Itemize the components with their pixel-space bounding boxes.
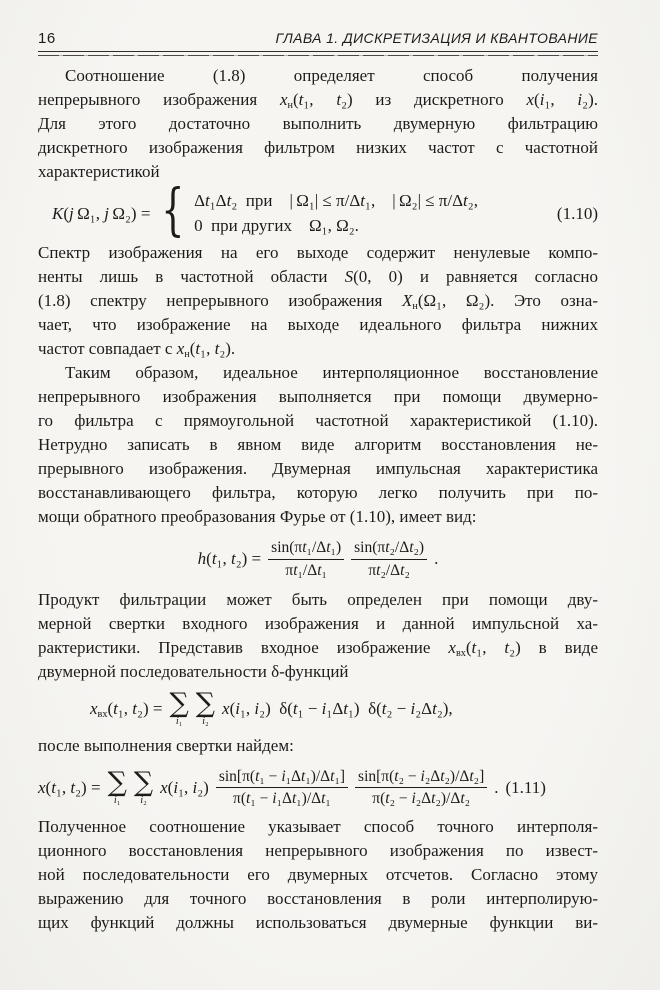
sigma-symbol: ∑ xyxy=(133,766,154,798)
text-line: Спектр изображения на его выходе содержит ненулевые компо- xyxy=(38,243,598,263)
text-line: характеристикой xyxy=(38,162,160,182)
fraction-denominator: π(t₁ − i₁Δt₁)/Δt₁ xyxy=(233,790,331,808)
fraction-numerator: sin[π(t₁ − i₁Δt₁)/Δt₁] xyxy=(216,767,348,788)
sigma-symbol: ∑ xyxy=(107,766,127,798)
formula-lhs: K(j Ω₁, j Ω₂) = xyxy=(52,203,151,223)
formula-lhs: h(t₁, t₂) = xyxy=(197,549,262,569)
paragraph-after-convolution xyxy=(38,734,598,758)
text-line: рактеристики. Представив входное изображение $x_{вх}(t_1$, t₂) в виде xyxy=(38,638,598,659)
text-line: непрерывного изображения выполняется при помощи двумерно- xyxy=(38,387,598,407)
formula-rhs: x(i₁, i₂) δ(t₁ − i₁Δt₁) δ(t₂ − i₂Δt₂), xyxy=(222,698,453,718)
formula-tail: . xyxy=(434,549,439,569)
text-line: чает, что изображение на выходе идеального фильтра нижних xyxy=(38,315,598,335)
text-line: мерной свертки входного изображения и данной импульсной ха- xyxy=(38,614,598,634)
text-line: дискретного изображения фильтром низких частот с частотной xyxy=(38,138,598,158)
sum-limit: i₂ xyxy=(140,794,147,806)
text-line: мощи обратного преобразования Фурье от (1.10), имеет вид: xyxy=(38,507,477,527)
sum-limit: i₂ xyxy=(202,716,209,728)
formula-impulse-response xyxy=(38,538,598,580)
paragraph-ideal-interpolation xyxy=(38,361,598,529)
sum-operator xyxy=(107,766,127,807)
fraction-denominator: πt₂/Δt₂ xyxy=(368,561,410,579)
text-line: ционного восстановления непрерывного изображения по извест- xyxy=(38,841,598,861)
text-line: непрерывного изображения $x_н(t_1$, t₂) из дискретного x(i₁, i₂). xyxy=(38,90,598,112)
fraction-denominator: πt₁/Δt₁ xyxy=(285,561,327,579)
sum-limit: i₁ xyxy=(113,794,121,806)
sigma-symbol: ∑ xyxy=(195,688,216,720)
paragraph-conclusion xyxy=(38,815,598,935)
page-header xyxy=(38,30,598,47)
text-line: щих функций должны использоваться двумерные функции ви- xyxy=(38,913,598,933)
fraction xyxy=(268,538,344,580)
formula-mid: x(i₁, i₂) xyxy=(160,777,209,797)
text-line: после выполнения свертки найдем: xyxy=(38,735,294,755)
text-line: го фильтра с прямоугольной частотной характеристикой (1.10). xyxy=(38,411,598,431)
equation-number: (1.11) xyxy=(505,777,546,797)
case-line-2: 0 при других Ω₁, Ω₂. xyxy=(194,216,359,236)
text-line: Для этого достаточно выполнить двумерную фильтрацию xyxy=(38,114,598,134)
sum-operator xyxy=(133,766,154,807)
paragraph-filtering-product xyxy=(38,588,598,684)
text-line: Нетрудно записать в явном виде алгоритм восстановления не- xyxy=(38,435,598,455)
header-rule-primary xyxy=(38,51,598,52)
text-line: Соотношение (1.8) определяет способ получения xyxy=(65,66,598,86)
fraction-numerator: sin(πt₂/Δt₂) xyxy=(351,538,427,559)
formula-tail: . xyxy=(494,777,499,797)
fraction-numerator: sin[π(t₂ − i₂Δt₂)/Δt₂] xyxy=(355,767,487,788)
text-line: прерывного изображения. Двумерная импульсная характеристика xyxy=(38,459,598,479)
text-line: ненты лишь в частотной области S(0, 0) и равняется согласно xyxy=(38,267,598,287)
formula-interpolation-result xyxy=(38,767,598,809)
formula-delta-representation xyxy=(38,690,598,728)
case-line-1: Δt₁Δt₂ при | Ω₁| ≤ π/Δt₁, | Ω₂| ≤ π/Δt₂, xyxy=(194,191,478,211)
text-line: двумерной последовательности δ-функций xyxy=(38,662,349,682)
text-line: выражению для точного восстановления в роли интерполирую- xyxy=(38,889,598,909)
cases-brace: { xyxy=(161,177,185,243)
text-line: Таким образом, идеальное интерполяционное восстановление xyxy=(65,363,598,383)
fraction xyxy=(216,767,348,809)
formula-frequency-response xyxy=(38,177,598,243)
text-line: (1.8) спектру непрерывного изображения $X_н(\Omega_1$, Ω₂). Это озна- xyxy=(38,291,598,313)
text-line: Полученное соотношение указывает способ точного интерполя- xyxy=(38,817,598,837)
sum-operator xyxy=(169,690,188,728)
cases-block xyxy=(194,191,478,236)
fraction xyxy=(351,538,427,580)
equation-number: (1.10) xyxy=(556,203,598,223)
text-line: ной последовательности его двумерных отсчетов. Согласно этому xyxy=(38,865,598,885)
header-rule-secondary xyxy=(38,55,598,56)
sum-operator xyxy=(196,690,215,728)
running-head: ГЛАВА 1. ДИСКРЕТИЗАЦИЯ И КВАНТОВАНИЕ xyxy=(275,30,598,46)
formula-lhs: x(t₁, t₂) = xyxy=(38,777,101,797)
sigma-symbol: ∑ xyxy=(169,688,189,720)
paragraph-spectrum xyxy=(38,241,598,361)
paragraph-intro xyxy=(38,64,598,184)
fraction-denominator: π(t₂ − i₂Δt₂)/Δt₂ xyxy=(372,790,471,808)
text-line: частот совпадает с $x_н(t_1$, t₂). xyxy=(38,339,236,361)
fraction-numerator: sin(πt₁/Δt₁) xyxy=(268,538,344,559)
formula-lhs: $x_{вх}(t_1$, t₂) = xyxy=(90,698,163,720)
text-line: восстанавливающего фильтра, которую легко получить при по- xyxy=(38,483,598,503)
text-line: Продукт фильтрации может быть определен при помощи дву- xyxy=(38,590,598,610)
page-number: 16 xyxy=(38,30,56,47)
sum-limit: i₁ xyxy=(175,716,183,728)
fraction xyxy=(355,767,487,809)
